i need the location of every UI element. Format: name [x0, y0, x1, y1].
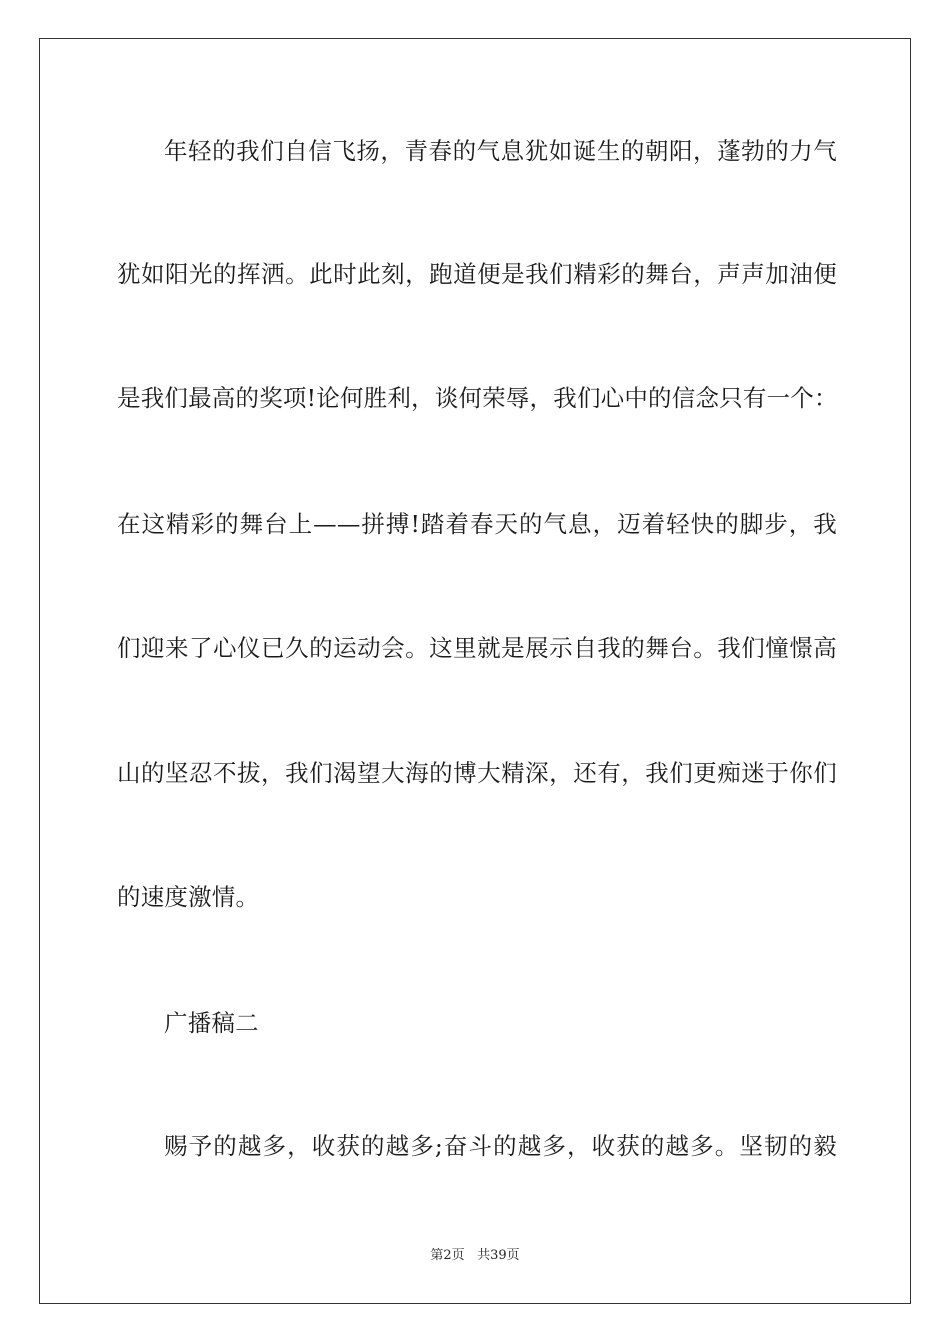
paragraph-line-2: 犹如阳光的挥洒。此时此刻，跑道便是我们精彩的舞台，声声加油便 [117, 260, 837, 288]
page-total: 共39页 [477, 1248, 520, 1263]
paragraph-line-5: 们迎来了心仪已久的运动会。这里就是展示自我的舞台。我们憧憬高 [117, 634, 837, 662]
page-number: 第2页 [430, 1248, 465, 1263]
paragraph-line-7: 的速度激情。 [117, 883, 260, 911]
paragraph-line-1: 年轻的我们自信飞扬，青春的气息犹如诞生的朝阳，蓬勃的力气 [164, 137, 837, 165]
paragraph-line-4: 在这精彩的舞台上——拼搏!踏着春天的气息，迈着轻快的脚步，我 [117, 510, 837, 538]
paragraph-line-9: 赐予的越多，收获的越多;奋斗的越多，收获的越多。坚韧的毅 [164, 1132, 837, 1160]
page-footer [0, 1247, 950, 1265]
paragraph-line-3: 是我们最高的奖项!论何胜利，谈何荣辱，我们心中的信念只有一个： [117, 384, 838, 412]
section-heading: 广播稿二 [164, 1009, 259, 1037]
page-border [39, 38, 911, 1304]
paragraph-line-6: 山的坚忍不拔，我们渴望大海的博大精深，还有，我们更痴迷于你们 [117, 759, 837, 787]
